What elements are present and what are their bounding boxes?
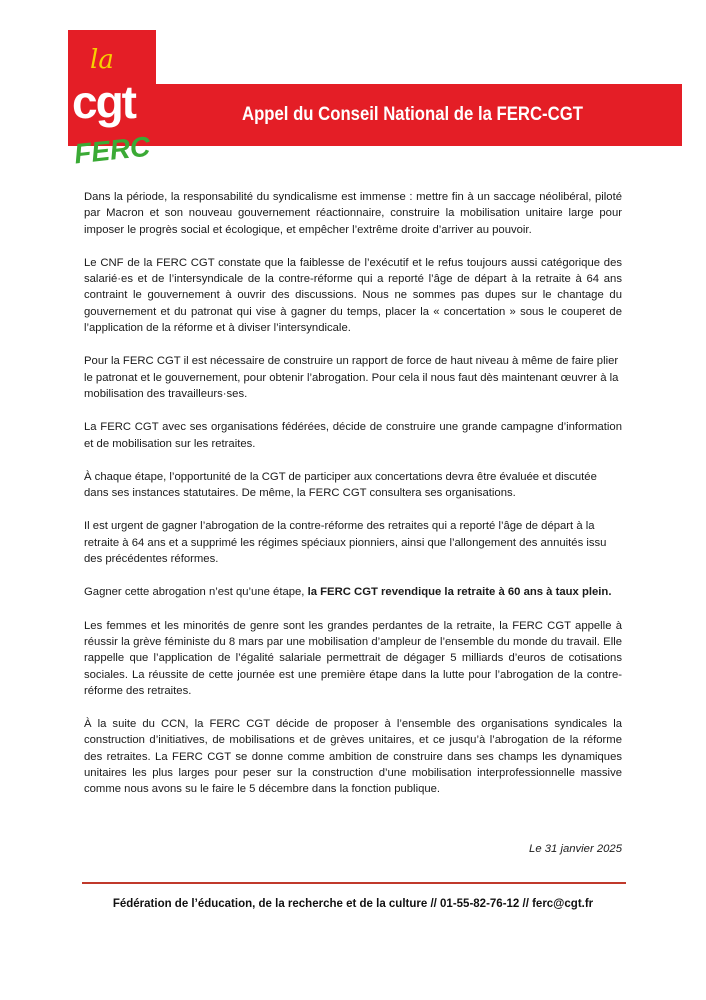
document-body: [84, 189, 622, 815]
cgt-ferc-logo: [68, 30, 166, 168]
paragraph-3: Pour la FERC CGT il est nécessaire de construire un rapport de force de haut niveau à même de faire plier le patronat et le gouvernement, pour obtenir l’abrogation. Pour cela il nous faut dès maintenant œuvrer à la mobilisation des travailleurs·ses.: [84, 355, 619, 400]
paragraph-4: La FERC CGT avec ses organisations fédérées, décide de construire une grande campagne d’information et de mobilisation sur les retraites.: [84, 421, 622, 450]
header-banner: [156, 84, 682, 146]
paragraph-9: À la suite du CCN, la FERC CGT décide de proposer à l’ensemble des organisations syndicales la construction d’initiatives, de mobilisations et de grèves unitaires, et ce jusqu’à l’abrogation de la réforme des retraites. La FERC CGT se donne comme ambition de construire dans ses champs les dynamiques unitaires les plus larges pour peser sur la construction d’une mobilisation interprofessionnelle massive comme nous avons su le faire le 5 décembre dans la fonction publique.: [84, 718, 622, 796]
paragraph-2: Le CNF de la FERC CGT constate que la faiblesse de l’exécutif et le refus toujours aussi catégorique des salarié·es et de l’intersyndicale de la contre-réforme qui a reporté l’âge de départ à la retraite à 64 ans contraint le gouvernement à ouvrir des discussions. Nous ne sommes pas dupes sur le chantage du gouvernement et du patronat qui vise à gagner du temps, placer la « concertation » sous le couperet de l’application de la réforme et à diviser l’intersyndicale.: [84, 256, 622, 335]
svg-text:cgt: cgt: [72, 76, 135, 128]
footer-contact: Fédération de l’éducation, de la recherche et de la culture // 01-55-82-76-12 // ferc@cgt.fr: [112, 898, 594, 910]
svg-text:la: la: [90, 45, 114, 75]
paragraph-7-text: Gagner cette abrogation n’est qu’une étape,: [84, 586, 308, 599]
paragraph-1: Dans la période, la responsabilité du syndicalisme est immense : mettre fin à un saccage néolibéral, piloté par Macron et son nouveau gouvernement réactionnaire, construire la mobilisation unitaire large pour imposer le progrès social et écologique, et empêcher l’extrême droite d’arriver au pouvoir.: [84, 191, 622, 236]
paragraph-5: À chaque étape, l’opportunité de la CGT de participer aux concertations devra être évaluée et discutée dans ses instances statutaires. De même, la FERC CGT consultera ses organisations.: [84, 470, 597, 500]
page-title: Appel du Conseil National de la FERC-CGT: [242, 104, 583, 125]
svg-text:FERC: FERC: [72, 130, 152, 168]
paragraph-8: Les femmes et les minorités de genre sont les grandes perdantes de la retraite, la FERC CGT appelle à réussir la grève féministe du 8 mars par une mobilisation d’ampleur de l’ensemble du monde du travail. Elle rappelle que l’application de l’égalité salariale permettrait de dégager 5 milliards d’euros de cotisations sociales. La réussite de cette journée est une première étape dans la lutte pour l’abrogation de la contre-réforme des retraites.: [84, 619, 622, 697]
paragraph-7-bold: la FERC CGT revendique la retraite à 60 ans à taux plein.: [307, 586, 612, 599]
paragraph-7: [84, 584, 622, 600]
paragraph-6: Il est urgent de gagner l’abrogation de la contre-réforme des retraites qui a reporté l’âge de départ à la retraite à 64 ans et a supprimé les régimes spéciaux pionniers, ainsi que l’allongement des annuités issu des précédentes réformes.: [84, 520, 607, 566]
footer-divider: [82, 882, 626, 884]
document-date: Le 31 janvier 2025: [529, 843, 622, 855]
